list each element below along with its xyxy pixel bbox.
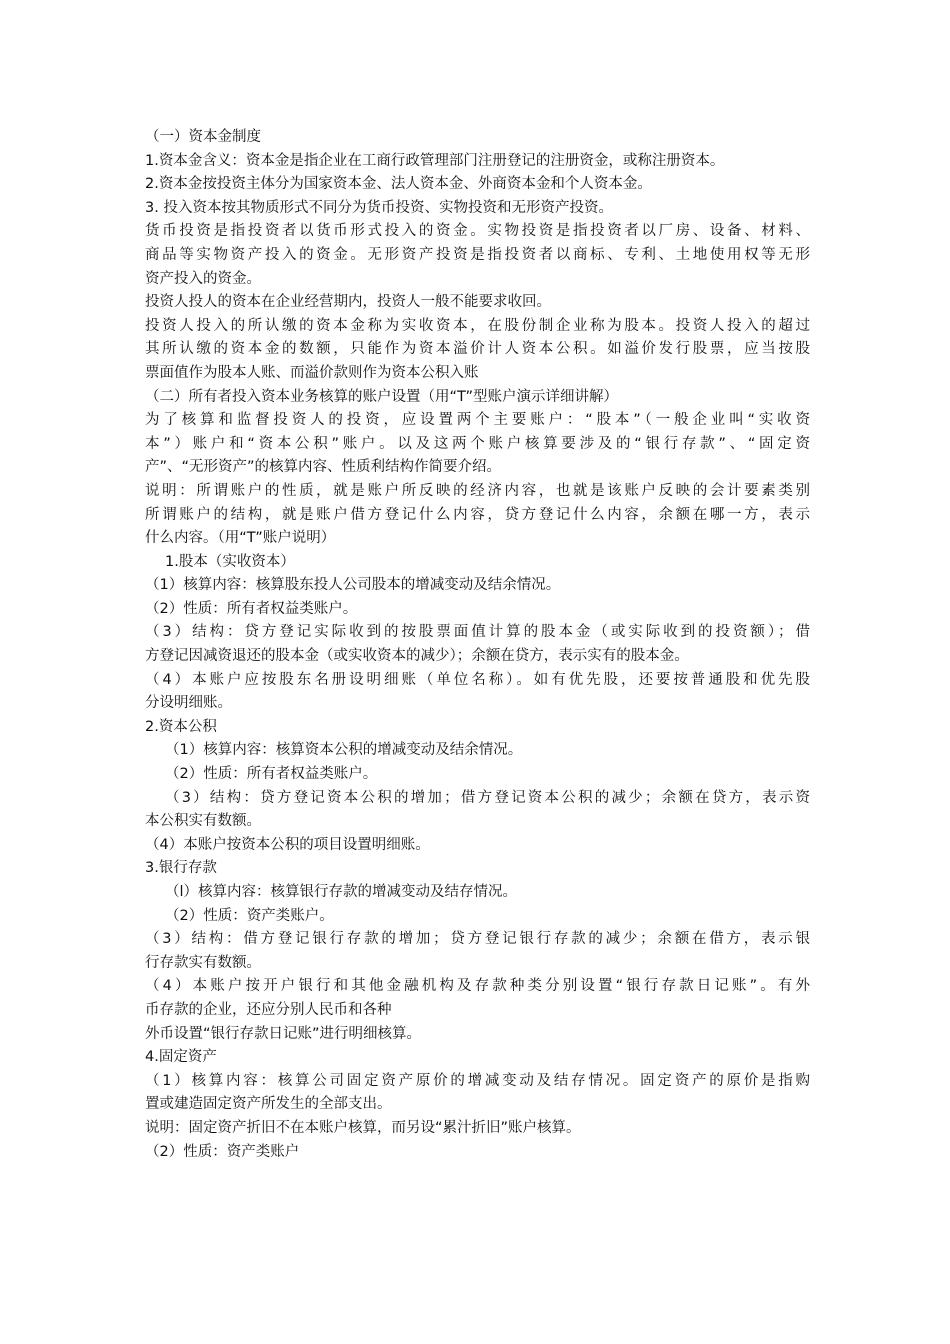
- text-line: （2）性质：资产类账户。: [165, 907, 334, 924]
- text-line: 投资人投入的所认缴的资本金称为实收资本，在股份制企业称为股本。投资人投入的超过: [145, 317, 810, 334]
- text-line: 所谓账户的结构，就是账户借方登记什么内容，贷方登记什么内容，余额在哪一方，表示: [145, 506, 810, 523]
- text-line: 币存款的企业，还应分别人民币和各种: [145, 1001, 392, 1018]
- text-line: 置或建造固定资产所发生的全部支出。: [145, 1096, 392, 1113]
- text-line: 资产投入的资金。: [145, 270, 261, 287]
- text-line: 外币设置“银行存款日记账”进行明细核算。: [145, 1025, 422, 1042]
- text-line: 商品等实物资产投入的资金。无形资产投资是指投资者以商标、专利、土地使用权等无形: [145, 246, 810, 263]
- text-line: 本”）账户和“资本公积”账户。以及这两个账户核算要涉及的“银行存款”、“固定资: [145, 435, 810, 452]
- text-line: （2）性质：资产类账户: [145, 1143, 300, 1160]
- text-line: （l）核算内容：核算银行存款的增减变动及结存情况。: [165, 884, 518, 900]
- text-line: （4）本账户按开户银行和其他金融机构及存款种类分别设置“银行存款日记账”。有外: [145, 978, 810, 995]
- text-line: 为了核算和监督投资人的投资，应设置两个主要账户：“股本”（一般企业叫“实收资: [145, 412, 810, 429]
- text-line: （1）核算内容：核算公司固定资产原价的增减变动及结存情况。固定资产的原价是指购: [145, 1072, 810, 1089]
- text-line: 3. 投入资本按其物质形式不同分为货币投资、实物投资和无形资产投资。: [145, 199, 613, 216]
- text-line: 说明：固定资产折旧不在本账户核算，而另设“累汁折旧”账户核算。: [145, 1119, 581, 1136]
- text-line: （2）性质：所有者权益类账户。: [145, 600, 358, 617]
- text-line: （4）本账户应按股东名册设明细账（单位名称）。如有优先股，还要按普通股和优先股: [145, 671, 810, 688]
- subsection-heading: 4.固定资产: [145, 1049, 217, 1066]
- text-line: 本公积实有数额。: [145, 813, 261, 830]
- text-line: （3）结构：借方登记银行存款的增加；贷方登记银行存款的减少；余额在借方，表示银: [145, 931, 810, 948]
- text-line: 行存款实有数额。: [145, 954, 261, 971]
- subsection-heading: 1.股本（实收资本）: [165, 553, 295, 570]
- text-line: 货币投资是指投资者以货币形式投入的资金。实物投资是指投资者以厂房、设备、材料、: [145, 223, 810, 240]
- section-heading: （一）资本金制度: [145, 129, 261, 145]
- text-line: （3）结构：贷方登记实际收到的按股票面值计算的股本金（或实际收到的投资额）；借: [145, 624, 810, 641]
- text-line: 其所认缴的资本金的数额，只能作为资本溢价计人资本公积。如溢价发行股票，应当按股: [145, 341, 810, 358]
- text-line: 票面值作为股本人账、而溢价款则作为资本公积入账: [145, 364, 479, 381]
- text-line: 方登记因减资退还的股本金（或实收资本的减少）；余额在贷方，表示实有的股本金。: [145, 648, 689, 665]
- text-line: （3）结构：贷方登记资本公积的增加；借方登记资本公积的减少；余额在贷方，表示资: [165, 789, 810, 806]
- text-line: （2）性质：所有者权益类账户。: [165, 766, 378, 783]
- text-line: 2.资本金按投资主体分为国家资本金、法人资本金、外商资本金和个人资本金。: [145, 176, 652, 193]
- text-line: 产”、“无形资产”的核算内容、性质利结构作简要介绍。: [145, 459, 502, 476]
- text-line: （1）核算内容：核算股东投人公司股本的增减变动及结余情况。: [145, 577, 561, 594]
- subsection-heading: 3.银行存款: [145, 860, 217, 877]
- text-line: （4）本账户按资本公积的项目设置明细账。: [145, 836, 430, 853]
- section-heading: （二）所有者投入资本业务核算的账户设置（用“T”型账户演示详细讲解）: [145, 388, 619, 405]
- text-line: 说明：所谓账户的性质，就是账户所反映的经济内容，也就是该账户反映的会计要素类别: [145, 482, 810, 499]
- text-line: 分设明细账。: [145, 695, 232, 712]
- text-line: （1）核算内容：核算资本公积的增减变动及结余情况。: [165, 742, 523, 759]
- subsection-heading: 2.资本公积: [145, 718, 217, 735]
- document-body: [145, 126, 810, 1164]
- text-line: 1.资本金含义：资本金是指企业在工商行政管理部门注册登记的注册资金，或称注册资本。: [145, 152, 725, 169]
- text-line: 投资人投人的资本在企业经营期内，投资人一般不能要求收回。: [145, 294, 551, 311]
- text-line: 什么内容。（用“T”账户说明）: [145, 530, 336, 547]
